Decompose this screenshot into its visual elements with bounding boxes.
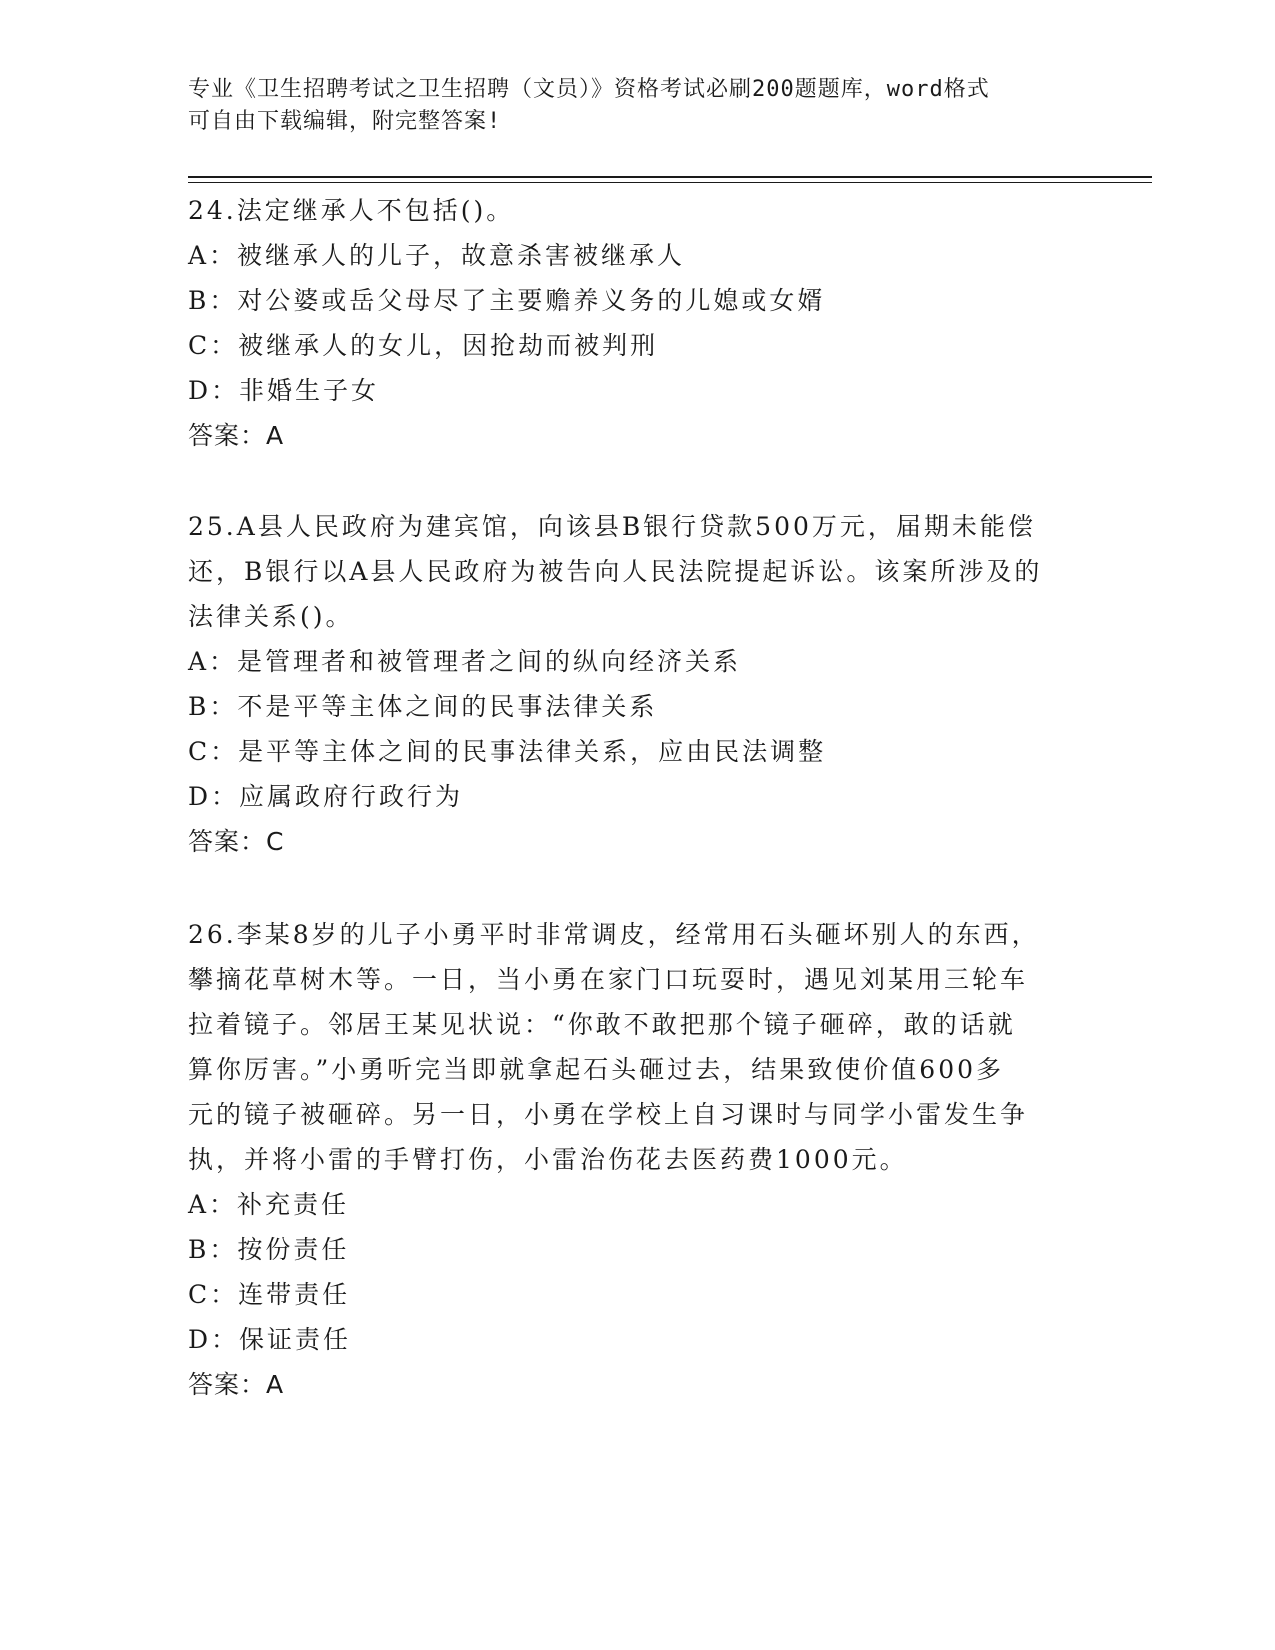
option-d: D：保证责任 bbox=[188, 1325, 352, 1354]
question-stem: 还，B银行以A县人民政府为被告向人民法院提起诉讼。该案所涉及的 bbox=[188, 557, 1043, 586]
option-c: C：是平等主体之间的民事法律关系，应由民法调整 bbox=[188, 737, 827, 766]
answer-label: 答案：C bbox=[188, 827, 285, 856]
option-a: A：是管理者和被管理者之间的纵向经济关系 bbox=[188, 647, 742, 676]
header-divider-thick bbox=[188, 176, 1152, 178]
option-d: D：非婚生子女 bbox=[188, 376, 380, 405]
answer-label: 答案：A bbox=[188, 421, 285, 450]
option-a: A：被继承人的儿子，故意杀害被继承人 bbox=[188, 241, 686, 270]
option-d: D：应属政府行政行为 bbox=[188, 782, 464, 811]
document-header bbox=[188, 74, 1088, 138]
question-26 bbox=[188, 912, 1088, 1407]
option-b: B：对公婆或岳父母尽了主要赡养义务的儿媳或女婿 bbox=[188, 286, 826, 315]
option-c: C：连带责任 bbox=[188, 1280, 351, 1309]
question-stem: 算你厉害。”小勇听完当即就拿起石头砸过去，结果致使价值600多 bbox=[188, 1055, 1005, 1084]
question-stem: 25.A县人民政府为建宾馆，向该县B银行贷款500万元，届期未能偿 bbox=[188, 512, 1036, 541]
question-24 bbox=[188, 188, 1088, 458]
answer-label: 答案：A bbox=[188, 1370, 285, 1399]
question-stem: 法律关系()。 bbox=[188, 602, 354, 631]
question-stem: 26.李某8岁的儿子小勇平时非常调皮，经常用石头砸坏别人的东西， bbox=[188, 920, 1040, 949]
question-25 bbox=[188, 504, 1088, 864]
option-b: B：按份责任 bbox=[188, 1235, 350, 1264]
question-stem: 攀摘花草树木等。一日，当小勇在家门口玩耍时，遇见刘某用三轮车 bbox=[188, 965, 1029, 994]
option-a: A：补充责任 bbox=[188, 1190, 350, 1219]
header-divider-thin bbox=[188, 182, 1152, 183]
question-stem: 拉着镜子。邻居王某见状说：“你敢不敢把那个镜子砸碎，敢的话就 bbox=[188, 1010, 1016, 1039]
header-line-2: 可自由下载编辑，附完整答案! bbox=[188, 109, 502, 134]
option-c: C：被继承人的女儿，因抢劫而被判刑 bbox=[188, 331, 659, 360]
header-line-1: 专业《卫生招聘考试之卫生招聘（文员）》资格考试必刷200题题库，word格式 bbox=[188, 77, 990, 102]
question-stem: 元的镜子被砸碎。另一日，小勇在学校上自习课时与同学小雷发生争 bbox=[188, 1100, 1029, 1129]
question-stem: 执，并将小雷的手臂打伤，小雷治伤花去医药费1000元。 bbox=[188, 1145, 908, 1174]
option-b: B：不是平等主体之间的民事法律关系 bbox=[188, 692, 658, 721]
question-stem: 24.法定继承人不包括()。 bbox=[188, 196, 515, 225]
